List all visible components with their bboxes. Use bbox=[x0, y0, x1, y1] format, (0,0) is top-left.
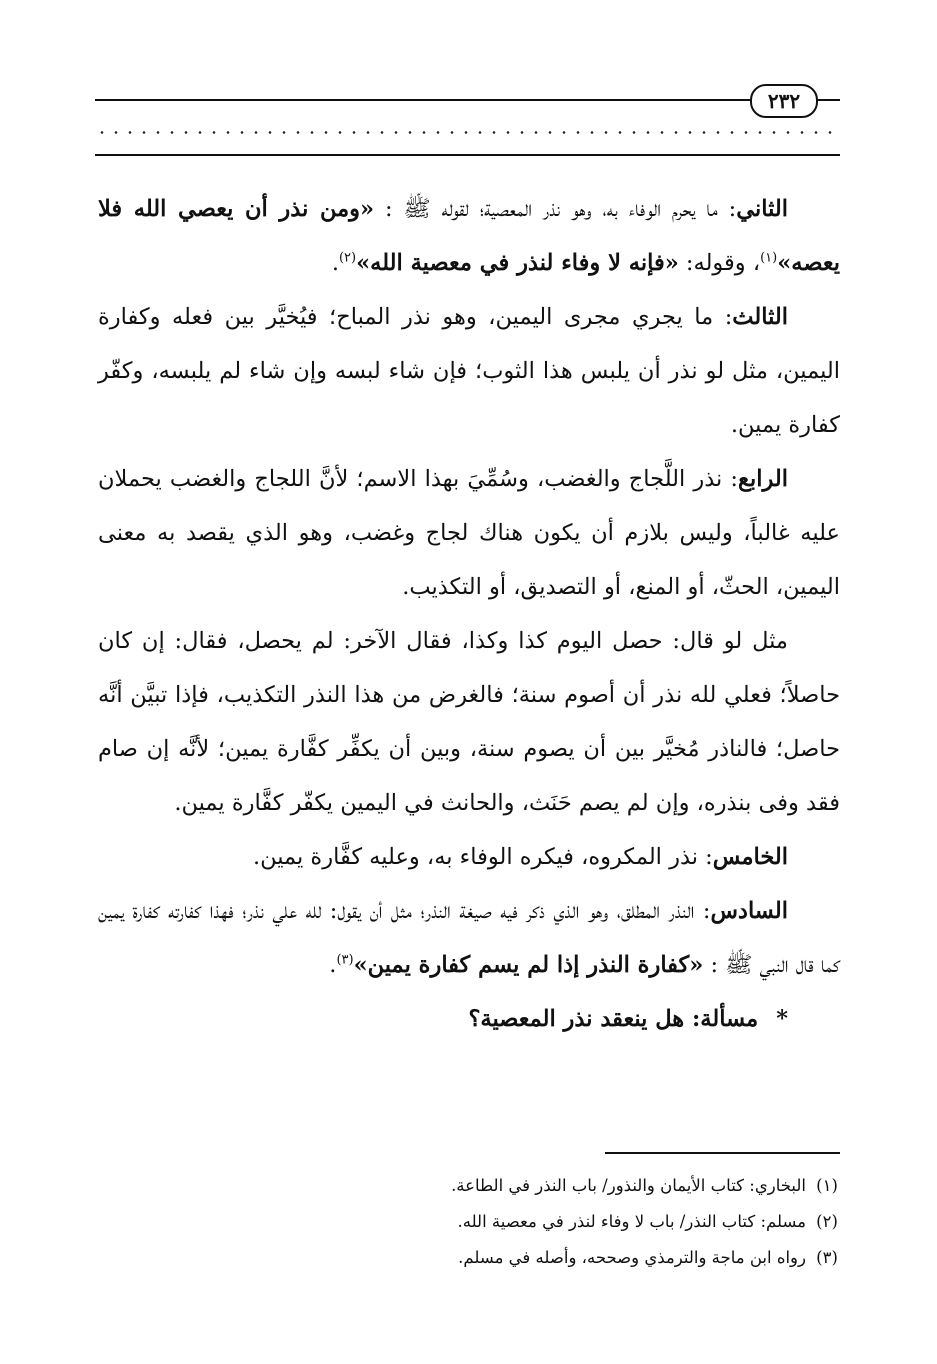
footnote-number: (١) bbox=[816, 1176, 838, 1195]
label-sixth: السادس bbox=[710, 898, 788, 924]
footnote-3 bbox=[250, 1240, 848, 1276]
footnote-text: البخاري: كتاب الأيمان والنذور/ باب النذر في الطاعة. bbox=[451, 1176, 806, 1195]
paragraph-third bbox=[98, 290, 840, 452]
hadith-quote-3: «كفارة النذر إذا لم يسم كفارة يمين» bbox=[353, 952, 704, 978]
paragraph-text: : ما يجري مجرى اليمين، وهو نذر المباح؛ فيُخيَّر بين فعله وكفارة اليمين، مثل لو نذر أن يلبس هذا الثوب؛ فإن شاء لبسه وإن شاء لم يلبسه، وكفّر كفارة يمين. bbox=[98, 304, 840, 438]
paragraph-end: . bbox=[329, 952, 337, 978]
paragraph-text: : نذر المكروه، فيكره الوفاء به، وعليه كفَّارة يمين. bbox=[252, 844, 713, 870]
paragraph-text: مثل لو قال: حصل اليوم كذا وكذا، فقال الآخر: لم يحصل، فقال: إن كان حاصلاً؛ فعلي لله نذر أن أصوم سنة؛ فالغرض من هذا النذر التكذيب، فإذا تبيَّن أنَّه حاصل؛ فالناذر مُخيَّر بين أن يصوم سنة، وبين أن يكفِّر كفَّارة يمين؛ لأنَّه إن صام فقد وفى بنذره، وإن لم يصم حَنَث، والحانث في اليمين يكفّر كفَّارة يمين. bbox=[98, 628, 840, 816]
footnote-separator bbox=[605, 1152, 840, 1154]
hadith-quote-2: «فإنه لا وفاء لنذر في معصية الله» bbox=[356, 250, 679, 276]
question-text: مسألة: هل ينعقد نذر المعصية؟ bbox=[468, 1006, 759, 1032]
paragraph-text: : ما يحرم الوفاء به، وهو نذر المعصية؛ لقوله ﷺ : bbox=[374, 196, 737, 222]
footnote-text: مسلم: كتاب النذر/ باب لا وفاء لنذر في معصية الله. bbox=[457, 1212, 806, 1231]
footnote-1 bbox=[250, 1168, 848, 1204]
paragraph-fifth bbox=[98, 830, 840, 884]
hadith-quote-1: «ومن نذر أن يعصي الله فلا يعصه» bbox=[98, 196, 840, 276]
footnote-2 bbox=[250, 1204, 848, 1240]
footnotes bbox=[250, 1168, 848, 1276]
star-icon: * bbox=[776, 1006, 788, 1032]
paragraph-text: ، وقوله: bbox=[678, 250, 761, 276]
label-fourth: الرابع bbox=[737, 466, 788, 492]
main-text bbox=[98, 182, 840, 1046]
footnote-ref-1: (١) bbox=[760, 250, 778, 266]
paragraph-example bbox=[98, 614, 840, 830]
header-bottom-rule bbox=[95, 154, 840, 156]
paragraph-text: : نذر اللَّجاج والغضب، وسُمِّيَ بهذا الاسم؛ لأنَّ اللجاج والغضب يحملان عليه غالباً، وليس بلازم أن يكون هناك لجاج وغضب، وهو الذي يقصد به معنى اليمين، الحثّ، أو المنع، أو التصديق، أو التكذيب. bbox=[98, 466, 840, 600]
label-second: الثاني bbox=[736, 196, 788, 222]
page-header bbox=[95, 86, 840, 166]
header-dotted-rule bbox=[95, 131, 840, 134]
footnote-number: (٢) bbox=[816, 1212, 838, 1231]
question-heading bbox=[98, 992, 840, 1046]
header-rule bbox=[95, 99, 840, 101]
footnote-number: (٣) bbox=[816, 1248, 838, 1267]
paragraph-fourth bbox=[98, 452, 840, 614]
label-fifth: الخامس bbox=[712, 844, 788, 870]
label-third: الثالث bbox=[732, 304, 788, 330]
paragraph-sixth bbox=[98, 884, 840, 992]
paragraph-end: . bbox=[331, 250, 339, 276]
page-number: ٢٣٢ bbox=[750, 84, 818, 118]
paragraph-second bbox=[98, 182, 840, 290]
footnote-text: رواه ابن ماجة والترمذي وصححه، وأصله في مسلم. bbox=[458, 1248, 806, 1267]
paragraph-text: : النذر المطلق، وهو الذي ذكر فيه صيغة النذر؛ مثل أن يقول: لله علي نذر؛ فهذا كفارته كفارة يمين كما قال النبي ﷺ : bbox=[98, 898, 840, 978]
footnote-ref-3: (٣) bbox=[336, 952, 354, 968]
footnote-ref-2: (٢) bbox=[338, 250, 357, 266]
